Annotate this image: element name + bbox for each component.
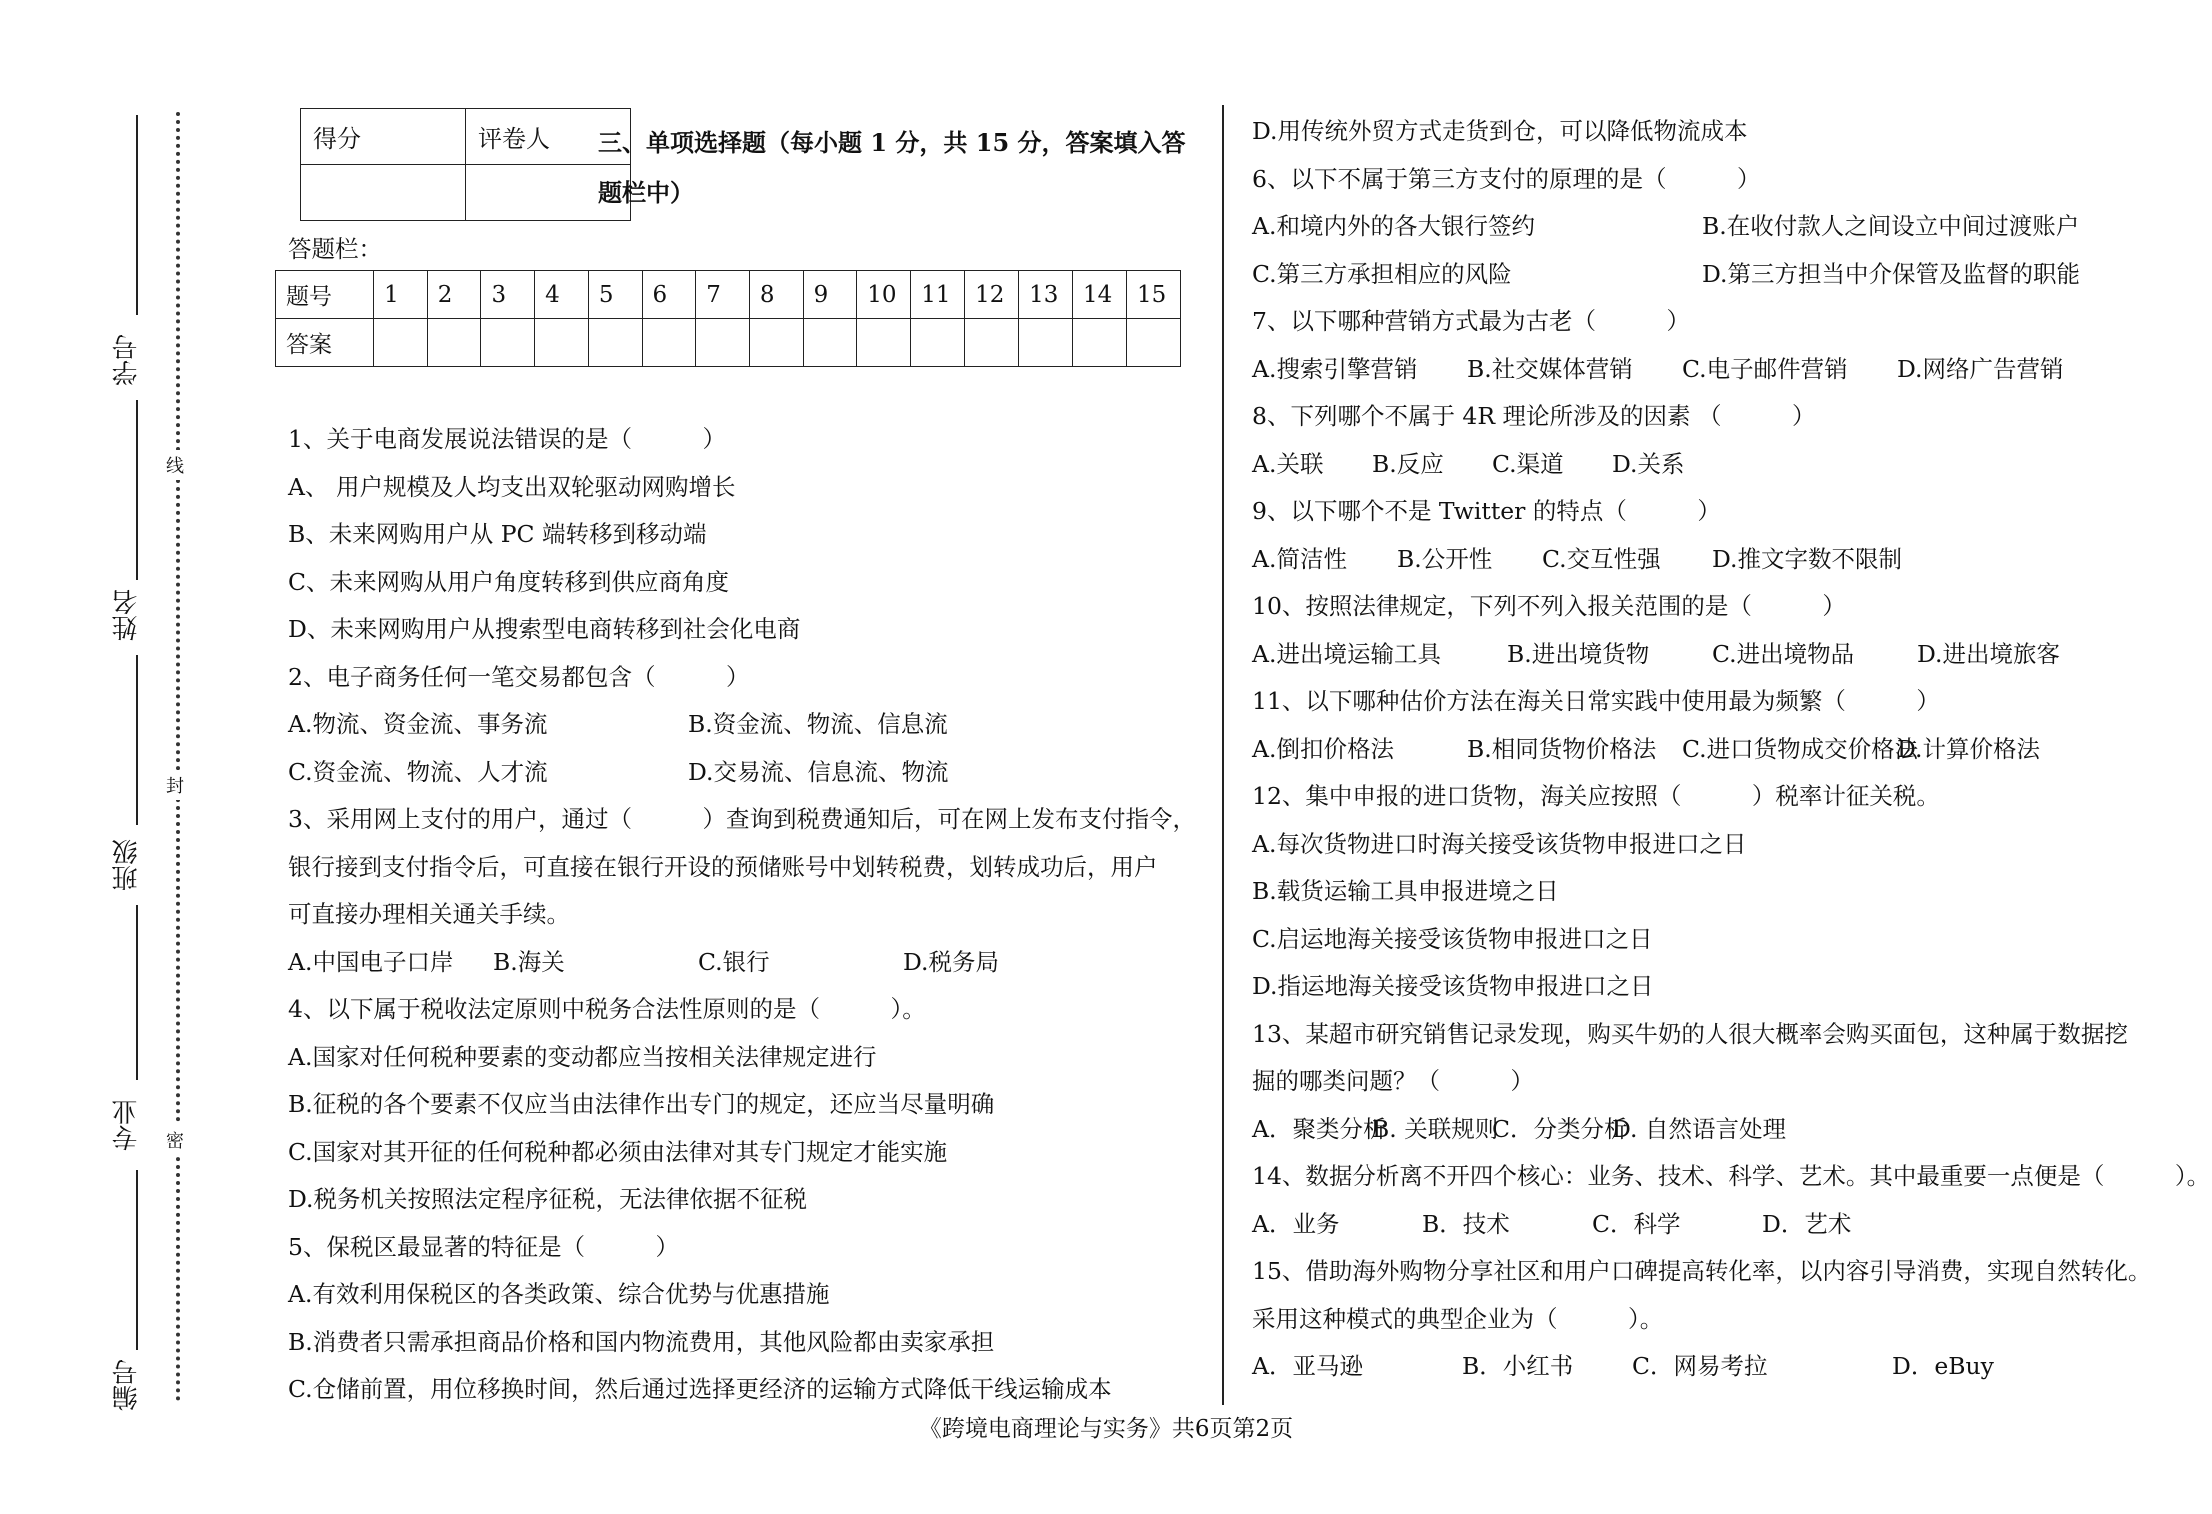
left-text-line: D.交易流、信息流、物流 [688,757,949,786]
score-cell[interactable] [301,165,466,221]
answer-cell[interactable] [1019,319,1073,367]
answer-cell[interactable] [749,319,803,367]
right-text-line: C.第三方承担相应的风险 [1252,259,1512,288]
right-text-line: 15、借助海外购物分享社区和用户口碑提高转化率，以内容引导消费，实现自然转化。 [1252,1257,2152,1285]
right-text-line: D．艺术 [1762,1209,1852,1238]
reviewer-header: 评卷人 [466,109,631,165]
right-text-line: 12、集中申报的进口货物，海关应按照（ ）税率计征关税。 [1252,782,1940,810]
right-text-line: 掘的哪类问题？（ ） [1252,1067,1534,1095]
question-number-cell: 12 [965,271,1019,319]
right-text-line: C.进出境物品 [1712,639,1855,668]
binding-label-name: 姓名 [112,589,142,641]
question-number-cell: 13 [1019,271,1073,319]
answer-cell[interactable] [481,319,535,367]
right-text-line: A.每次货物进口时海关接受该货物申报进口之日 [1252,829,1747,858]
left-text-line: A.国家对任何税种要素的变动都应当按相关法律规定进行 [288,1042,877,1071]
left-text-line: 3、采用网上支付的用户，通过（ ）查询到税费通知后，可在网上发布支付指令， [288,805,1196,833]
question-number-cell: 8 [749,271,803,319]
left-text-line: 1、关于电商发展说法错误的是（ ） [288,425,726,453]
binding-dotted-line [176,112,180,1402]
right-text-line: 7、以下哪种营销方式最为古老（ ） [1252,307,1690,335]
name-underline [136,400,138,580]
question-number-cell: 1 [374,271,428,319]
binding-label-class: 班级 [112,839,142,891]
left-text-line: D、未来网购用户从搜索型电商转移到社会化电商 [288,615,801,643]
right-text-line: D.第三方担当中介保管及监督的职能 [1702,259,2080,288]
question-number-cell: 4 [535,271,589,319]
left-text-line: C.银行 [698,947,770,976]
left-text-line: D.税务机关按照法定程序征税，无法律依据不征税 [288,1185,807,1213]
seal-char-seal: 封 [166,770,184,800]
right-text-line: D.指运地海关接受该货物申报进口之日 [1252,972,1654,1000]
binding-label-major: 专业 [112,1099,142,1151]
right-text-line: C.进口货物成交价格法 [1682,734,1919,763]
right-text-line: B.在收付款人之间设立中间过渡账户 [1702,212,2080,240]
answer-cell[interactable] [588,319,642,367]
question-number-cell: 3 [481,271,535,319]
binding-label-student-id: 学号 [112,334,142,386]
left-text-line: A.有效利用保税区的各类政策、综合优势与优惠措施 [288,1280,830,1308]
right-text-line: D.关系 [1612,449,1685,478]
right-text-line: 11、以下哪种估价方法在海关日常实践中使用最为频繁（ ） [1252,687,1940,715]
left-text-line: A、 用户规模及人均支出双轮驱动网购增长 [288,472,736,501]
class-underline [136,655,138,825]
left-text-line: C、未来网购从用户角度转移到供应商角度 [288,567,729,596]
right-text-line: D.计算价格法 [1897,734,2040,763]
seal-char-line: 线 [166,450,184,480]
question-number-cell: 6 [642,271,696,319]
answer-table-number-header: 题号 [276,271,374,319]
right-text-line: B.进出境货物 [1507,639,1650,668]
section-title-line2: 题栏中） [598,178,694,207]
number-underline [136,1170,138,1350]
score-table [300,108,631,221]
answer-table-answer-header: 答案 [276,319,374,367]
answer-cell[interactable] [535,319,589,367]
right-text-line: C.渠道 [1492,449,1564,478]
left-text-line: A.中国电子口岸 [288,947,454,976]
answer-cell[interactable] [965,319,1019,367]
right-text-line: D.进出境旅客 [1917,639,2060,668]
right-text-line: C．网易考拉 [1632,1352,1768,1380]
left-text-line: C.资金流、物流、人才流 [288,757,548,786]
right-text-line: B. 关联规则 [1372,1114,1499,1143]
right-text-line: 14、数据分析离不开四个核心：业务、技术、科学、艺术。其中最重要一点便是（ ）。 [1252,1162,2211,1190]
left-text-line: 2、电子商务任何一笔交易都包含（ ） [288,662,750,691]
question-number-cell: 5 [588,271,642,319]
right-text-line: C.电子邮件营销 [1682,354,1848,383]
left-text-line: D.税务局 [903,947,999,976]
right-text-line: A.倒扣价格法 [1252,734,1394,763]
right-text-line: A.和境内外的各大银行签约 [1252,212,1535,240]
answer-cell[interactable] [857,319,911,367]
answer-cell[interactable] [1126,319,1180,367]
right-text-line: A．聚类分析 [1252,1114,1387,1143]
left-text-line: 5、保税区最显著的特征是（ ） [288,1232,679,1261]
right-text-line: A.关联 [1252,449,1324,478]
left-text-line: 银行接到支付指令后，可直接在银行开设的预储账号中划转税费，划转成功后，用户 [288,852,1158,881]
question-number-cell: 11 [911,271,965,319]
answer-cell[interactable] [696,319,750,367]
right-text-line: 9、以下哪个不是 Twitter 的特点（ ） [1252,497,1721,525]
id-underline [136,115,138,315]
answer-table [275,270,1181,367]
right-text-line: D.推文字数不限制 [1712,544,1902,573]
answer-cell[interactable] [1073,319,1127,367]
question-number-cell: 2 [427,271,481,319]
right-text-line: B.反应 [1372,449,1444,478]
right-text-line: D.用传统外贸方式走货到仓，可以降低物流成本 [1252,117,1748,145]
answer-cell[interactable] [642,319,696,367]
right-text-line: B．小红书 [1462,1352,1574,1380]
seal-char-secret: 密 [166,1125,184,1155]
right-text-line: 6、以下不属于第三方支付的原理的是（ ） [1252,164,1761,193]
right-text-line: A.简洁性 [1252,544,1347,573]
question-number-cell: 14 [1073,271,1127,319]
right-text-line: C.交互性强 [1542,544,1661,573]
right-text-line: B.社交媒体营销 [1467,354,1633,383]
left-text-line: C.国家对其开征的任何税种都必须由法律对其专门规定才能实施 [288,1137,948,1166]
column-divider [1222,105,1224,1405]
answer-cell[interactable] [374,319,428,367]
left-text-line: 4、以下属于税收法定原则中税务合法性原则的是（ ）。 [288,995,926,1023]
left-text-line: 可直接办理相关通关手续。 [288,900,570,928]
question-number-cell: 7 [696,271,750,319]
left-text-line: C.仓储前置，用位移换时间，然后通过选择更经济的运输方式降低干线运输成本 [288,1375,1112,1403]
section-title [598,118,1186,218]
question-number-cell: 15 [1126,271,1180,319]
right-text-line: C．科学 [1592,1209,1681,1238]
right-text-line: 采用这种模式的典型企业为（ ）。 [1252,1304,1664,1333]
answer-cell[interactable] [911,319,965,367]
right-text-line: 8、下列哪个不属于 4R 理论所涉及的因素 （ ） [1252,402,1816,430]
right-text-line: D．eBuy [1892,1352,1994,1380]
question-number-cell: 9 [803,271,857,319]
page-footer: 《跨境电商理论与实务》共6页第2页 [918,1416,1294,1442]
right-text-line: 13、某超市研究销售记录发现，购买牛奶的人很大概率会购买面包，这种属于数据挖 [1252,1019,2128,1048]
right-text-line: C.启运地海关接受该货物申报进口之日 [1252,924,1653,953]
left-text-line: B、未来网购用户从 PC 端转移到移动端 [288,520,707,548]
right-text-line: B．技术 [1422,1209,1510,1238]
right-text-line: B.公开性 [1397,544,1493,573]
right-text-line: C．分类分析 [1492,1114,1628,1143]
left-text-line: A.物流、资金流、事务流 [288,710,548,738]
major-underline [136,905,138,1080]
answer-bar-label: 答题栏： [288,235,382,263]
right-text-line: A．亚马逊 [1252,1352,1363,1380]
right-text-line: D.网络广告营销 [1897,354,2064,383]
left-text-line: B.消费者只需承担商品价格和国内物流费用，其他风险都由卖家承担 [288,1327,995,1356]
answer-cell[interactable] [803,319,857,367]
right-text-line: B.相同货物价格法 [1467,734,1657,763]
answer-cell[interactable] [427,319,481,367]
section-title-line1: 三、单项选择题（每小题 1 分，共 15 分，答案填入答 [598,128,1186,157]
left-text-line: B.海关 [493,947,565,976]
right-text-line: A.搜索引擎营销 [1252,354,1418,383]
right-text-line: 10、按照法律规定，下列不列入报关范围的是（ ） [1252,592,1846,620]
left-text-line: B.资金流、物流、信息流 [688,710,948,738]
right-text-line: B.载货运输工具申报进境之日 [1252,877,1559,905]
right-text-line: A.进出境运输工具 [1252,639,1441,668]
binding-label-number: 编号 [112,1359,142,1411]
right-text-line: A．业务 [1252,1209,1340,1238]
right-text-line: D. 自然语言处理 [1612,1114,1786,1143]
question-number-cell: 10 [857,271,911,319]
left-text-line: B.征税的各个要素不仅应当由法律作出专门的规定，还应当尽量明确 [288,1090,995,1118]
score-header: 得分 [301,109,466,165]
